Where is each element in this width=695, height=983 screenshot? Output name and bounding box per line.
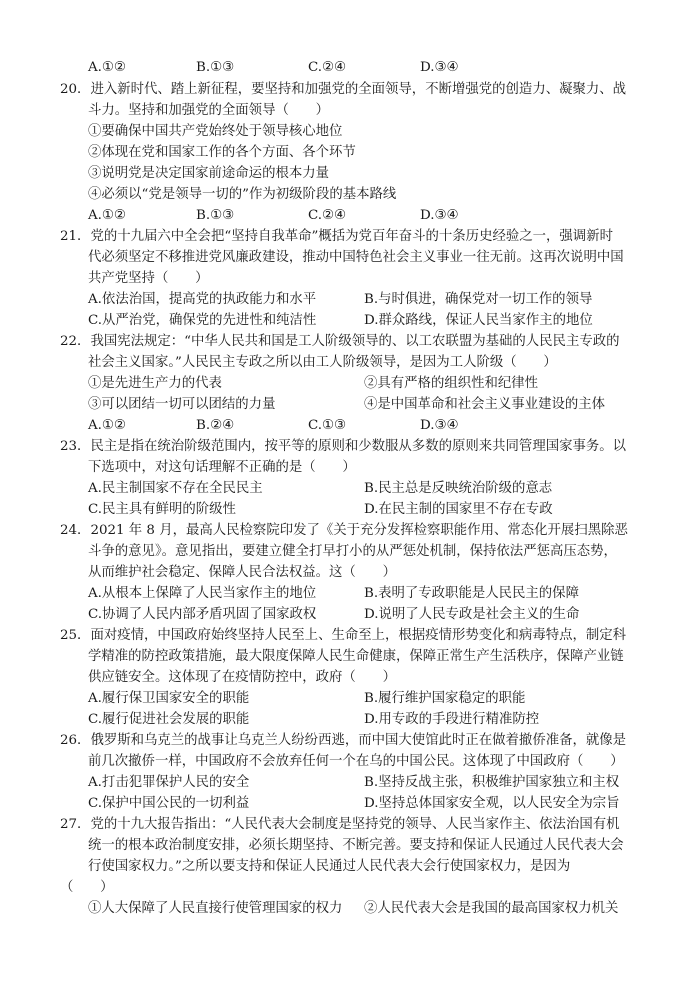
top-option-a: A.①②	[88, 60, 126, 75]
question-26-text-1: 俄罗斯和乌克兰的战事让乌克兰人纷纷西逃，而中国大使馆此时正在做着撤侨准备，就像是	[90, 733, 627, 748]
question-20-item-3: ③说明党是决定国家前途命运的根本力量	[88, 166, 330, 181]
question-24-option-c: C.协调了人民内部矛盾巩固了国家政权	[88, 607, 317, 622]
question-21-option-d: D.群众路线，保证人民当家作主的地位	[364, 313, 593, 328]
question-25-option-d: D.用专政的手段进行精准防控	[364, 712, 540, 727]
question-20-option-c: C.②④	[308, 208, 347, 223]
question-22-item-3: ③可以团结一切可以团结的力量	[88, 397, 276, 412]
question-23-option-c: C.民主具有鲜明的阶级性	[88, 502, 236, 517]
question-23-line-2: 下选项中，对这句话理解不正确的是（ ）	[88, 460, 356, 475]
question-22-item-1: ①是先进生产力的代表	[88, 376, 222, 391]
question-22-line-2: 社会主义国家。”人民民主专政之所以由工人阶级领导，是因为工人阶级（ ）	[88, 355, 557, 370]
question-21-number: 21．	[60, 229, 91, 244]
question-25-option-c: C.履行促进社会发展的职能	[88, 712, 250, 727]
question-24-line-3: 从而维护社会稳定、保障人民合法权益。这（ ）	[88, 565, 396, 580]
question-24-option-b: B.表明了专政职能是人民民主的保障	[364, 586, 579, 601]
question-22-text-1: 我国宪法规定：“中华人民共和国是工人阶级领导的、以工农联盟为基础的人民民主专政的	[90, 334, 620, 349]
question-22-option-d: D.③④	[420, 418, 459, 433]
question-24-option-a: A.从根本上保障了人民当家作主的地位	[88, 586, 317, 601]
question-25-line-1	[60, 626, 626, 646]
question-24-line-1	[60, 521, 628, 541]
top-option-d: D.③④	[420, 60, 459, 75]
question-27-item-2: ②人民代表大会是我国的最高国家权力机关	[364, 901, 619, 916]
question-23-number: 23．	[60, 439, 91, 454]
question-24-text-1: 2021 年 8 月，最高人民检察院印发了《关于充分发挥检察职能作用、常态化开展扫黑除恶	[90, 523, 628, 538]
question-27-paren: （ ）	[60, 880, 114, 895]
question-26-number: 26．	[60, 733, 91, 748]
question-25-line-2: 学精准的防控政策措施，最大限度保障人民生命健康，保障正常生产生活秩序，保障产业链	[88, 649, 624, 664]
question-27-item-1: ①人大保障了人民直接行使管理国家的权力	[88, 901, 343, 916]
question-20-option-a: A.①②	[88, 208, 126, 223]
question-20-item-2: ②体现在党和国家工作的各个方面、各个环节	[88, 145, 356, 160]
question-27-line-3: 行使国家权力。”之所以要支持和保证人民通过人民代表大会行使国家权力，是因为	[88, 859, 571, 874]
question-22-item-4: ④是中国革命和社会主义事业建设的主体	[364, 397, 606, 412]
question-26-option-a: A.打击犯罪保护人民的安全	[88, 775, 250, 790]
question-21-option-b: B.与时俱进，确保党对一切工作的领导	[364, 292, 593, 307]
question-23-option-a: A.民主制国家不存在全民民主	[88, 481, 263, 496]
question-24-number: 24．	[60, 523, 91, 538]
top-option-c: C.②④	[308, 60, 347, 75]
question-22-option-a: A.①②	[88, 418, 126, 433]
question-22-item-2: ②具有严格的组织性和纪律性	[364, 376, 539, 391]
question-21-option-c: C.从严治党，确保党的先进性和纯洁性	[88, 313, 317, 328]
question-25-number: 25．	[60, 628, 91, 643]
question-22-option-b: B.②④	[196, 418, 235, 433]
question-23-option-b: B.民主总是反映统治阶级的意志	[364, 481, 553, 496]
question-21-option-a: A.依法治国，提高党的执政能力和水平	[88, 292, 317, 307]
question-27-text-1: 党的十九大报告指出：“人民代表大会制度是坚持党的领导、人民当家作主、依法治国有机	[90, 817, 620, 832]
question-20-option-b: B.①③	[196, 208, 235, 223]
question-22-option-c: C.①③	[308, 418, 347, 433]
question-27-line-2: 统一的根本政治制度安排，必须长期坚持、不断完善。要支持和保证人民通过人民代表大会	[88, 838, 624, 853]
question-26-option-c: C.保护中国公民的一切利益	[88, 796, 250, 811]
question-20-item-1: ①要确保中国共产党始终处于领导核心地位	[88, 124, 343, 139]
question-21-line-2: 代必须坚定不移推进党风廉政建设，推动中国特色社会主义事业一往无前。这再次说明中国	[88, 250, 624, 265]
question-23-text-1: 民主是指在统治阶级范围内，按平等的原则和少数服从多数的原则来共同管理国家事务。以	[90, 439, 627, 454]
question-20-item-4: ④必须以“党是领导一切的”作为初级阶段的基本路线	[88, 187, 397, 202]
question-22-line-1	[60, 332, 620, 352]
question-27-number: 27．	[60, 817, 91, 832]
question-20-line-1	[60, 80, 626, 100]
question-26-line-2: 前几次撤侨一样，中国政府不会放弃任何一个在乌的中国公民。这体现了中国政府（ ）	[88, 754, 624, 769]
question-21-line-3: 共产党坚持（ ）	[88, 271, 209, 286]
question-26-option-d: D.坚持总体国家安全观，以人民安全为宗旨	[364, 796, 620, 811]
question-27-line-1	[60, 815, 620, 835]
question-24-option-d: D.说明了人民专政是社会主义的生命	[364, 607, 580, 622]
question-20-option-d: D.③④	[420, 208, 459, 223]
question-23-option-d: D.在民主制的国家里不存在专政	[364, 502, 553, 517]
question-20-line-2: 斗力。坚持和加强党的全面领导（ ）	[88, 103, 330, 118]
question-25-option-a: A.履行保卫国家安全的职能	[88, 691, 250, 706]
question-20-number: 20．	[60, 82, 91, 97]
question-21-line-1	[60, 227, 613, 247]
question-22-number: 22．	[60, 334, 91, 349]
question-25-option-b: B.履行维护国家稳定的职能	[364, 691, 526, 706]
question-26-option-b: B.坚持反战主张，积极维护国家独立和主权	[364, 775, 620, 790]
question-21-text-1: 党的十九届六中全会把“坚持自我革命”概括为党百年奋斗的十条历史经验之一，强调新时	[90, 229, 613, 244]
top-option-b: B.①③	[196, 60, 235, 75]
question-25-line-3: 供应链安全。这体现了在疫情防控中，政府（ ）	[88, 670, 396, 685]
question-24-line-2: 斗争的意见》。意见指出，要建立健全打早打小的从严惩处机制，保持依法严惩高压态势，	[88, 544, 617, 559]
question-26-line-1	[60, 731, 626, 751]
question-20-text-1: 进入新时代、踏上新征程，要坚持和加强党的全面领导，不断增强党的创造力、凝聚力、战	[90, 82, 627, 97]
question-23-line-1	[60, 437, 626, 457]
question-25-text-1: 面对疫情，中国政府始终坚持人民至上、生命至上，根据疫情形势变化和病毒特点，制定科	[90, 628, 627, 643]
